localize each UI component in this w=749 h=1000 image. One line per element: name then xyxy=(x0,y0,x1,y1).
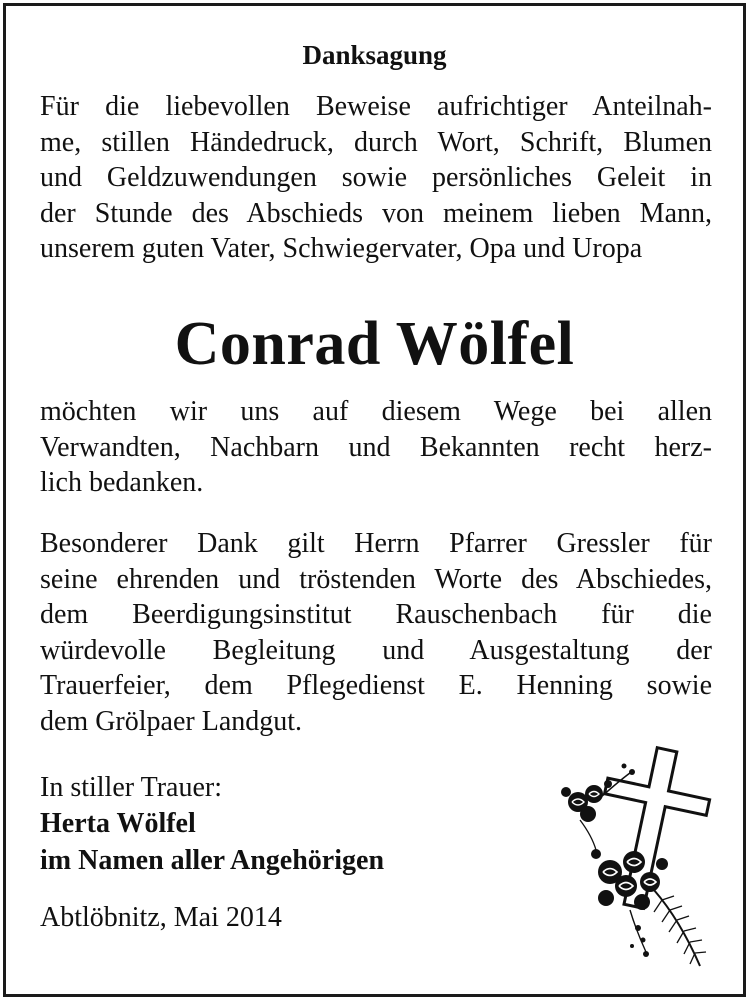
special-line: dem Grölpaer Landgut. xyxy=(40,705,303,737)
place-date: Abtlöbnitz, Mai 2014 xyxy=(40,902,282,933)
special-thanks-paragraph xyxy=(40,526,712,739)
deceased-name: Conrad Wölfel xyxy=(174,310,575,378)
signatory-name: Herta Wölfel xyxy=(40,808,196,839)
intro-line: Für die liebevollen Beweise aufrichtiger Anteilnah- xyxy=(40,91,712,122)
intro-line: unserem guten Vater, Schwiegervater, Opa und Uropa xyxy=(40,233,643,264)
thanks-line: Verwandten, Nachbarn und Bekannten recht herz- xyxy=(40,431,712,463)
special-line: Trauerfeier, dem Pflegedienst E. Henning sowie xyxy=(40,670,712,701)
cross-with-roses-icon xyxy=(550,740,720,972)
intro-paragraph xyxy=(40,89,712,267)
thanks-line: lich bedanken. xyxy=(40,467,204,498)
intro-line: me, stillen Händedruck, durch Wort, Schrift, Blumen xyxy=(40,126,712,158)
thanks-line: möchten wir uns auf diesem Wege bei allen xyxy=(40,396,712,427)
special-line: seine ehrenden und tröstenden Worte des Abschiedes, xyxy=(40,563,712,595)
notice-title: Danksagung xyxy=(302,40,447,70)
special-line: dem Beerdigungsinstitut Rauschenbach für die xyxy=(40,599,712,630)
intro-line: der Stunde des Abschieds von meinem lieben Mann, xyxy=(40,197,712,229)
intro-line: und Geldzuwendungen sowie persönliches Geleit in xyxy=(40,162,712,193)
signatory-group: im Namen aller Angehörigen xyxy=(40,845,385,876)
thanks-paragraph xyxy=(40,394,712,501)
special-line: würdevolle Begleitung und Ausgestaltung der xyxy=(40,634,712,666)
mourning-label: In stiller Trauer: xyxy=(40,772,222,803)
special-line: Besonderer Dank gilt Herrn Pfarrer Gressler für xyxy=(40,528,712,559)
